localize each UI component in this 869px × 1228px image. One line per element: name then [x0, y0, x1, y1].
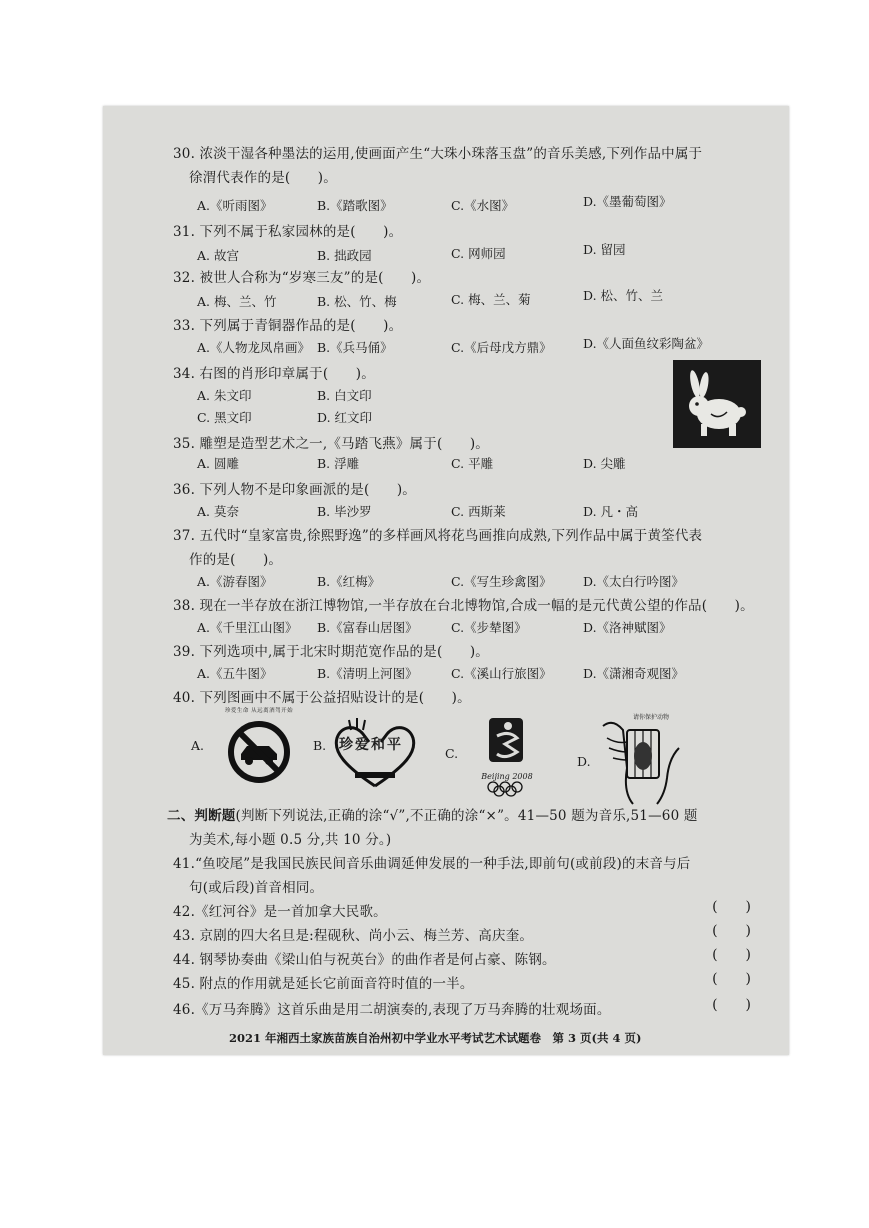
q38-option-a: A.《千里江山图》	[197, 620, 298, 635]
q40-label-c: C.	[445, 746, 459, 761]
q43-text: 43. 京剧的四大名旦是:程砚秋、尚小云、梅兰芳、高庆奎。	[173, 928, 534, 944]
q35-option-a: A. 圆雕	[197, 456, 239, 471]
q30-option-c: C.《水图》	[451, 198, 515, 213]
q37-option-d: D.《太白行吟图》	[583, 574, 685, 589]
q37-option-c: C.《写生珍禽图》	[451, 574, 552, 589]
q36-option-a: A. 莫奈	[197, 504, 239, 519]
q34-option-c: C. 黑文印	[197, 410, 252, 425]
q40-label-b: B.	[313, 738, 327, 753]
exam-page	[103, 106, 789, 1055]
q45-text: 45. 附点的作用就是延长它前面音符时值的一半。	[173, 976, 474, 992]
q40-label-d: D.	[577, 754, 591, 769]
rabbit-seal-icon	[673, 360, 761, 448]
q35-option-b: B. 浮雕	[317, 456, 360, 471]
q38-stem: 38. 现在一半存放在浙江博物馆,一半存放在台北博物馆,合成一幅的是元代黄公望的作品( )。	[173, 598, 754, 614]
q38-option-d: D.《洛神赋图》	[583, 620, 672, 635]
q33-option-c: C.《后母戊方鼎》	[451, 340, 552, 355]
q30-option-d: D.《墨葡萄图》	[583, 194, 672, 209]
q41-line2: 句(或后段)首音相同。	[189, 880, 324, 896]
caged-animal-icon	[593, 708, 689, 808]
q31-option-d: D. 留园	[583, 242, 626, 257]
q39-option-a: A.《五牛图》	[197, 666, 273, 681]
q38-option-c: C.《步辇图》	[451, 620, 527, 635]
poster-c	[475, 716, 539, 798]
q36-stem: 36. 下列人物不是印象画派的是( )。	[173, 482, 416, 498]
q32-option-b: B. 松、竹、梅	[317, 294, 397, 309]
q42-text: 42.《红河谷》是一首加拿大民歌。	[173, 904, 387, 920]
poster-c-text: Beijing 2008	[481, 772, 533, 781]
q37-stem-cont: 作的是( )。	[189, 552, 283, 568]
q34-option-d: D. 红文印	[317, 410, 373, 425]
q36-option-d: D. 凡・高	[583, 504, 639, 519]
q31-option-a: A. 故宫	[197, 248, 239, 263]
page-footer: 2021 年湘西土家族苗族自治州初中学业水平考试艺术试题卷 第 3 页(共 4 页)	[229, 1031, 642, 1045]
q41-line1: 41.“鱼咬尾”是我国民族民间音乐曲调延伸发展的一种手法,即前句(或前段)的末音与后	[173, 856, 691, 872]
poster-d	[593, 708, 689, 808]
q43-answer-mark[interactable]: ( )	[712, 923, 751, 939]
poster-d-caption: 请你保护动物	[633, 714, 670, 721]
q33-stem: 33. 下列属于青铜器作品的是( )。	[173, 318, 403, 334]
q37-option-a: A.《游春图》	[197, 574, 273, 589]
q32-option-d: D. 松、竹、兰	[583, 288, 664, 303]
q39-option-b: B.《清明上河图》	[317, 666, 418, 681]
q34-stem: 34. 右图的肖形印章属于( )。	[173, 366, 375, 382]
q32-option-a: A. 梅、兰、竹	[197, 294, 277, 309]
q32-option-c: C. 梅、兰、菊	[451, 292, 531, 307]
section2-instructions-2: 为美术,每小题 0.5 分,共 10 分。)	[189, 832, 392, 848]
q33-option-d: D.《人面鱼纹彩陶盆》	[583, 336, 710, 351]
q30-stem: 30. 浓淡干湿各种墨法的运用,使画面产生“大珠小珠落玉盘”的音乐美感,下列作品中属于	[173, 146, 703, 162]
poster-a-caption: 珍爱生命 从远离酒驾开始	[224, 708, 294, 714]
q34-option-b: B. 白文印	[317, 388, 372, 403]
q46-text: 46.《万马奔腾》这首乐曲是用二胡演奏的,表现了万马奔腾的壮观场面。	[173, 1002, 611, 1018]
no-car-icon	[211, 714, 307, 784]
q40-label-a: A.	[191, 738, 205, 753]
q46-answer-mark[interactable]: ( )	[712, 997, 751, 1013]
beijing-2008-emblem-icon	[475, 716, 539, 768]
section2-heading: 二、判断题	[167, 808, 236, 824]
q45-answer-mark[interactable]: ( )	[712, 971, 751, 987]
q36-option-c: C. 西斯莱	[451, 504, 506, 519]
poster-b-text: 珍爱和平	[339, 737, 403, 753]
q38-option-b: B.《富春山居图》	[317, 620, 418, 635]
q30-option-b: B.《踏歌图》	[317, 198, 393, 213]
q35-stem: 35. 雕塑是造型艺术之一,《马踏飞燕》属于( )。	[173, 436, 489, 452]
q44-text: 44. 钢琴协奏曲《梁山伯与祝英台》的曲作者是何占豪、陈钢。	[173, 952, 556, 968]
q39-option-d: D.《潇湘奇观图》	[583, 666, 685, 681]
q36-option-b: B. 毕沙罗	[317, 504, 372, 519]
q37-stem: 37. 五代时“皇家富贵,徐熙野逸”的多样画风将花鸟画推向成熟,下列作品中属于黄筌代表	[173, 528, 703, 544]
q33-option-b: B.《兵马俑》	[317, 340, 393, 355]
q30-option-a: A.《听雨图》	[197, 198, 273, 213]
section2-instructions-1: (判断下列说法,正确的涂“√”,不正确的涂“×”。41—50 题为音乐,51—60 题	[235, 808, 698, 824]
q32-stem: 32. 被世人合称为“岁寒三友”的是( )。	[173, 270, 431, 286]
q31-option-b: B. 拙政园	[317, 248, 372, 263]
q30-stem-cont: 徐渭代表作的是( )。	[189, 170, 337, 186]
q31-option-c: C. 网师园	[451, 246, 506, 261]
olympic-rings-icon	[475, 781, 539, 797]
q39-option-c: C.《溪山行旅图》	[451, 666, 552, 681]
q35-option-d: D. 尖雕	[583, 456, 626, 471]
q33-option-a: A.《人物龙凤帛画》	[197, 340, 311, 355]
q44-answer-mark[interactable]: ( )	[712, 947, 751, 963]
section2-heading-line	[167, 804, 698, 824]
q42-answer-mark[interactable]: ( )	[712, 899, 751, 915]
poster-b	[325, 712, 425, 792]
q35-option-c: C. 平雕	[451, 456, 494, 471]
q40-stem: 40. 下列图画中不属于公益招贴设计的是( )。	[173, 690, 471, 706]
q34-option-a: A. 朱文印	[197, 388, 252, 403]
q31-stem: 31. 下列不属于私家园林的是( )。	[173, 224, 403, 240]
poster-a	[211, 706, 307, 786]
q37-option-b: B.《红梅》	[317, 574, 381, 589]
q39-stem: 39. 下列选项中,属于北宋时期范宽作品的是( )。	[173, 644, 489, 660]
